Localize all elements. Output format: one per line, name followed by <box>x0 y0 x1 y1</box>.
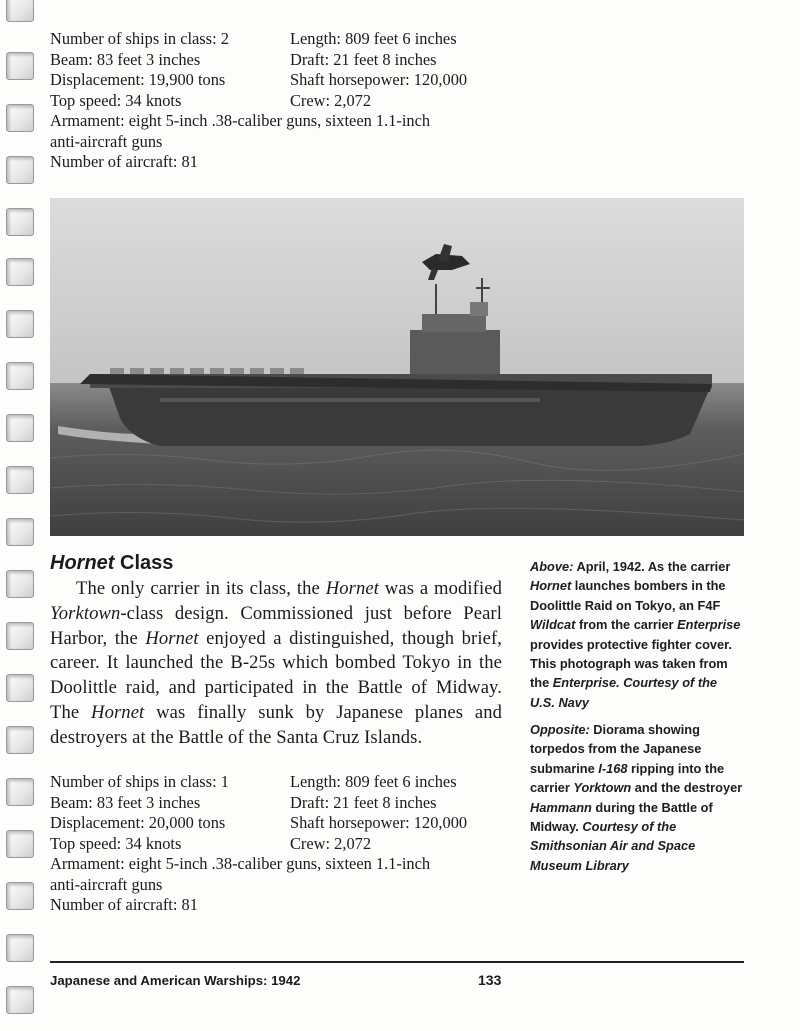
spec-aircraft: Number of aircraft: 81 <box>50 895 198 914</box>
caption-above <box>530 557 745 712</box>
spec-speed: Top speed: 34 knots <box>50 833 182 853</box>
caption-run-italic: Courtesy of the Smithsonian Air and Space Museum Library <box>530 819 696 873</box>
spec-length: Length: 809 feet 6 inches <box>290 772 457 791</box>
binding-hole <box>6 52 34 80</box>
caption-run-italic: Yorktown <box>573 780 632 796</box>
spec-armament: Armament: eight 5-inch .38-caliber guns, sixteen 1.1-inch <box>50 111 431 130</box>
spec-armament-cont: anti-aircraft guns <box>50 131 163 151</box>
spec-beam: Beam: 83 feet 3 inches <box>50 49 201 69</box>
spec-displacement: Displacement: 19,900 tons <box>50 70 226 89</box>
text-run-italic: Hornet <box>325 578 379 599</box>
yorktown-specs <box>50 29 510 173</box>
heading-ship-name: Hornet <box>50 552 115 574</box>
caption-run-italic: Courtesy of the U.S. Navy <box>530 675 718 710</box>
spec-ships-in-class: Number of ships in class: 1 <box>50 772 229 791</box>
spec-horsepower: Shaft horsepower: 120,000 <box>290 70 468 89</box>
caption-run-italic: Hammann <box>530 799 592 815</box>
spec-length: Length: 809 feet 6 inches <box>290 29 457 48</box>
spec-draft: Draft: 21 feet 8 inches <box>290 792 437 812</box>
caption-run: and the destroyer <box>631 780 743 796</box>
caption-run-italic: Opposite: <box>530 722 590 737</box>
sky <box>50 198 744 388</box>
text-run: was a modified <box>378 578 502 599</box>
binding-hole <box>6 156 34 184</box>
spec-beam: Beam: 83 feet 3 inches <box>50 792 201 812</box>
spec-speed: Top speed: 34 knots <box>50 90 182 110</box>
footer-book-title: Japanese and American Warships: 1942 <box>50 973 301 988</box>
binding-hole <box>6 778 34 806</box>
text-run-italic: Hornet <box>145 627 199 649</box>
caption-run: provides protective fighter cover. This photograph was taken from the <box>530 636 732 691</box>
text-run-italic: Hornet <box>91 701 145 723</box>
section-heading <box>50 552 173 575</box>
spec-displacement: Displacement: 20,000 tons <box>50 813 226 832</box>
caption-run-italic: Wildcat <box>530 617 576 633</box>
spec-aircraft: Number of aircraft: 81 <box>50 152 198 171</box>
caption-run: Diorama showing torpedos from the Japanese submarine <box>530 722 702 776</box>
caption-opposite <box>530 720 745 875</box>
binding-hole <box>6 414 34 442</box>
caption-run-italic: Hornet <box>530 578 572 594</box>
binding-hole <box>6 674 34 702</box>
spec-ships-in-class: Number of ships in class: 2 <box>50 29 229 48</box>
binding-hole <box>6 570 34 598</box>
text-run: enjoyed a distinguished, though brief, career. It launched the B-25s which bombed Tokyo in the Doolittle raid, and participated in the Battle of Midway. The <box>50 627 502 723</box>
binding-hole <box>6 104 34 132</box>
binding-hole <box>6 726 34 754</box>
carrier-photo-illustration <box>50 198 744 536</box>
spec-armament: Armament: eight 5-inch .38-caliber guns, sixteen 1.1-inch <box>50 854 431 873</box>
binding-hole <box>6 934 34 962</box>
text-run: The only carrier in its class, the <box>76 578 326 599</box>
binding-hole <box>6 310 34 338</box>
binding-hole <box>6 362 34 390</box>
caption-run-italic: Enterprise <box>677 617 741 633</box>
spec-draft: Draft: 21 feet 8 inches <box>290 49 437 69</box>
caption-run: April, 1942. As the carrier <box>573 559 731 574</box>
binding-hole <box>6 518 34 546</box>
spec-armament-cont: anti-aircraft guns <box>50 874 163 894</box>
binding-hole <box>6 882 34 910</box>
text-run-italic: Yorktown <box>50 602 121 624</box>
caption-run: from the carrier <box>575 617 678 633</box>
binding-hole <box>6 258 34 286</box>
binding-hole <box>6 830 34 858</box>
binding-hole <box>6 208 34 236</box>
caption-run: launches bombers in the Doolittle Raid on Tokyo, an F4F <box>530 578 726 613</box>
spec-crew: Crew: 2,072 <box>290 833 372 853</box>
spec-horsepower: Shaft horsepower: 120,000 <box>290 813 468 832</box>
spec-crew: Crew: 2,072 <box>290 90 372 110</box>
text-run: -class design. Commissioned just before Pearl Harbor, the <box>50 602 502 649</box>
binding-hole <box>6 622 34 650</box>
binding-strip <box>0 0 40 1031</box>
binding-hole <box>6 466 34 494</box>
text-run: was finally sunk by Japanese planes and destroyers at the Battle of the Santa Cruz Islands. <box>50 701 502 748</box>
hornet-specs <box>50 772 510 916</box>
binding-hole <box>6 0 34 22</box>
caption-run-italic: I-168 <box>598 760 628 776</box>
footer-divider <box>50 961 744 963</box>
hornet-description <box>50 577 502 751</box>
caption-run-italic: Enterprise. <box>552 675 620 691</box>
carrier-photograph <box>50 198 744 536</box>
caption-run: during the Battle of Midway. <box>530 799 713 835</box>
caption-run: ripping into the carrier <box>530 760 725 796</box>
page-number: 133 <box>478 972 502 988</box>
binding-hole <box>6 986 34 1014</box>
caption-run-italic: Above: <box>530 559 574 574</box>
heading-class-word: Class <box>114 552 174 574</box>
